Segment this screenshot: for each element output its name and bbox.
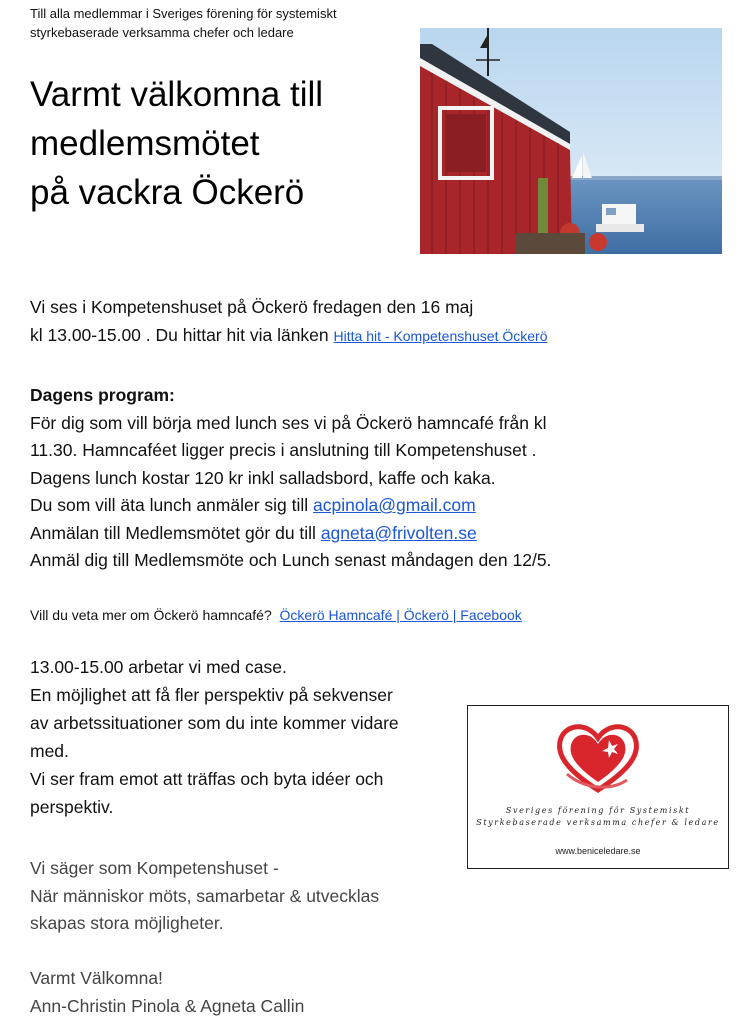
- case-section: [30, 653, 399, 821]
- page-title: [30, 70, 323, 217]
- venue-line-text: kl 13.00-15.00 . Du hittar hit via länken: [30, 324, 334, 345]
- program-line: För dig som vill börja med lunch ses vi på Öckerö hamncafé från kl: [30, 412, 547, 433]
- cafe-question: Vill du veta mer om Öckerö hamncafé?: [30, 607, 272, 623]
- intro-text: [30, 4, 420, 42]
- intro-line: Till alla medlemmar i Sveriges förening för systemiskt: [30, 6, 337, 21]
- program-line: [30, 492, 551, 520]
- meeting-email-link[interactable]: agneta@frivolten.se: [320, 522, 477, 543]
- venue-paragraph: [30, 294, 548, 350]
- title-line: Varmt välkomna till: [30, 75, 324, 114]
- program-line: Dagens lunch kostar 120 kr inkl salladsbord, kaffe och kaka.: [30, 467, 496, 488]
- program-line: 11.30. Hamncaféet ligger precis i anslutning till Kompetenshuset .: [30, 440, 537, 460]
- case-line: med.: [30, 741, 69, 761]
- lunch-signup-text: Du som vill äta lunch anmäler sig till: [30, 495, 314, 515]
- program-line: [30, 520, 551, 548]
- case-line: 13.00-15.00 arbetar vi med case.: [30, 657, 287, 677]
- case-line: En möjlighet att få fler perspektiv på sekvenser: [30, 685, 393, 705]
- meeting-signup-text: Anmälan till Medlemsmötet gör du till: [30, 522, 321, 543]
- intro-line: styrkebaserade verksamma chefer och ledare: [30, 25, 294, 40]
- case-line: Vi ser fram emot att träffas och byta idéer och: [30, 769, 384, 789]
- logo-url: www.beniceledare.se: [555, 846, 641, 856]
- program-heading: Dagens program:: [30, 385, 175, 405]
- logo-line: Sveriges förening för Systemiskt: [505, 806, 691, 815]
- signoff-names: Ann-Christin Pinola & Agneta Callin: [30, 995, 305, 1016]
- lunch-email-link[interactable]: acpinola@gmail.com: [313, 495, 476, 515]
- heart-logo-icon: [553, 718, 643, 796]
- title-line: medlemsmötet: [30, 124, 260, 163]
- cafe-info: [30, 605, 522, 625]
- case-line: av arbetssituationer som du inte kommer vidare: [30, 713, 399, 733]
- venue-line: [30, 322, 548, 351]
- signoff-line: Varmt Välkomna!: [30, 968, 163, 988]
- motto-line: Vi säger som Kompetenshuset -: [30, 858, 279, 878]
- cafe-facebook-link[interactable]: Öckerö Hamncafé | Öckerö | Facebook: [279, 607, 522, 623]
- venue-line: Vi ses i Kompetenshuset på Öckerö fredagen den 16 maj: [30, 297, 474, 317]
- motto-section: [30, 855, 379, 938]
- motto-line: skapas stora möjligheter.: [30, 913, 224, 933]
- association-logo: [467, 705, 729, 869]
- boathouse-photo: [420, 28, 722, 254]
- title-line: på vackra Öckerö: [30, 173, 305, 212]
- signoff-section: [30, 965, 304, 1020]
- case-line: perspektiv.: [30, 797, 114, 817]
- logo-line: Styrkebaserade verksamma chefer & ledare: [476, 818, 720, 827]
- directions-link[interactable]: Hitta hit - Kompetenshuset Öckerö: [333, 327, 548, 344]
- program-section: [30, 382, 551, 575]
- program-line: Anmäl dig till Medlemsmöte och Lunch senast måndagen den 12/5.: [30, 550, 552, 570]
- motto-line: När människor möts, samarbetar & utvecklas: [30, 885, 380, 906]
